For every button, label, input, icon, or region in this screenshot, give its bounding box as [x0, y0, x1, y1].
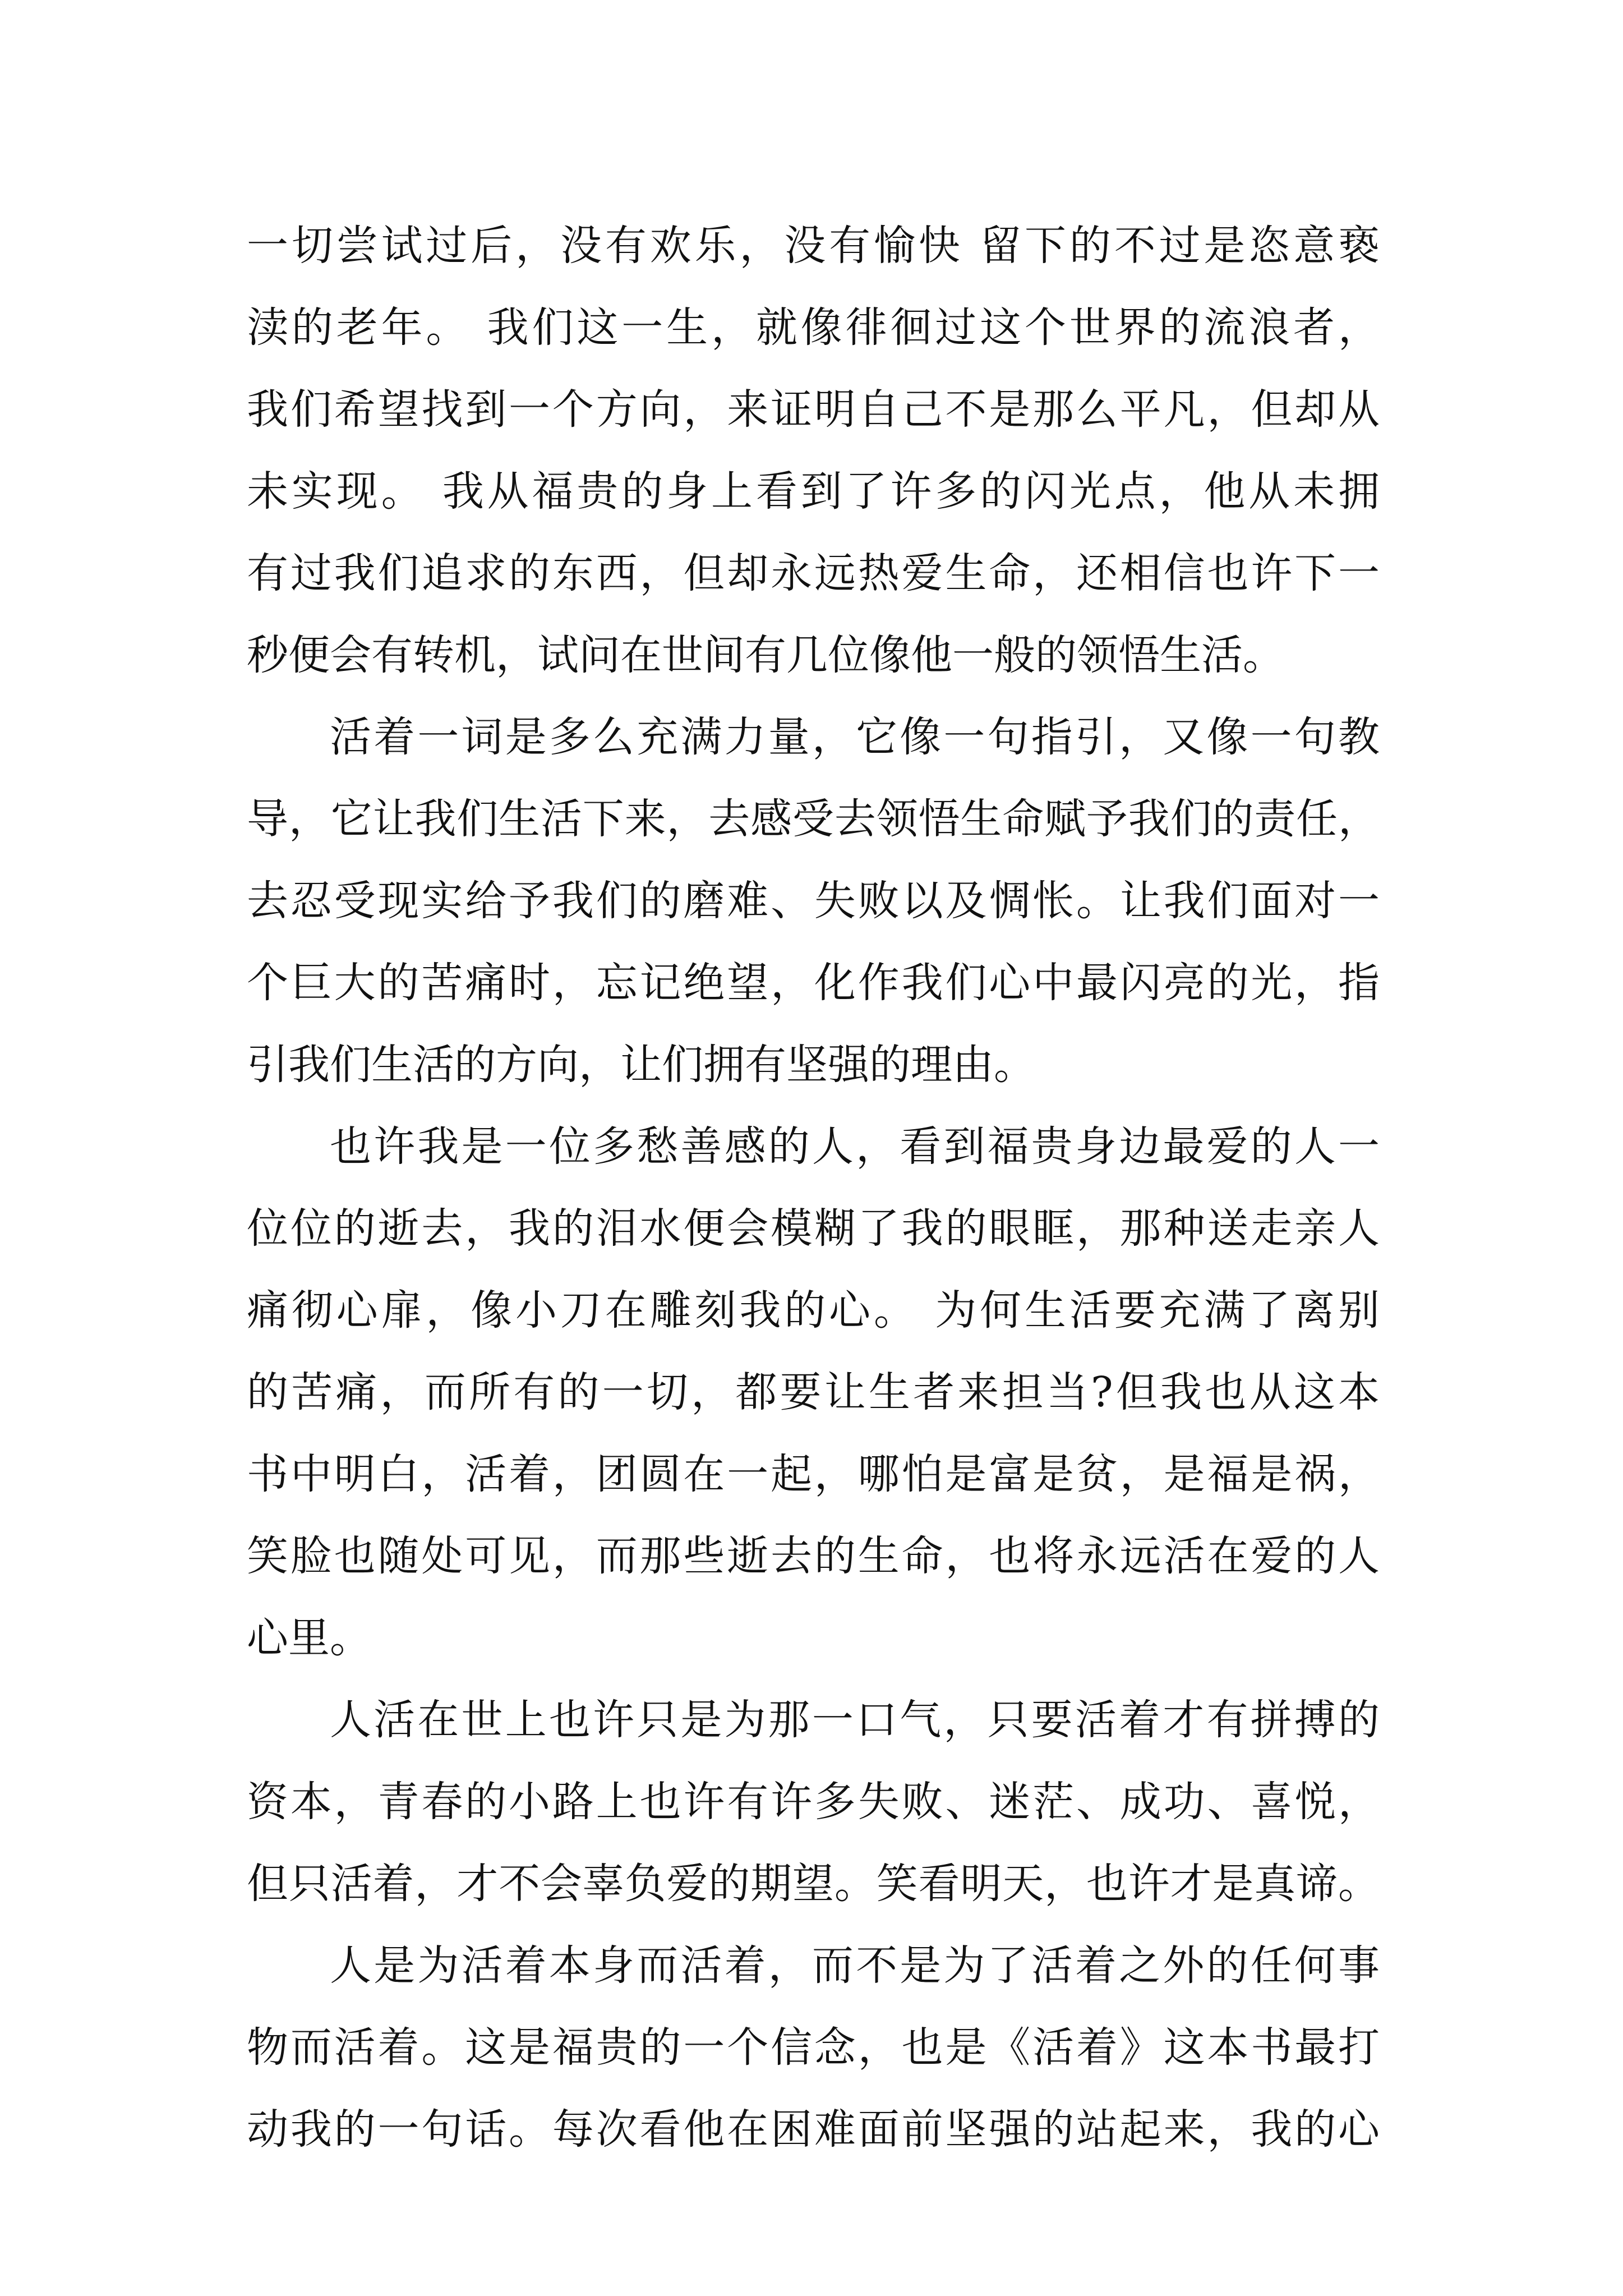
text-line: 物而活着。这是福贵的一个信念，也是《活着》这本书最打 [247, 2023, 1380, 2072]
paragraph-first-line: 人是为活着本身而活着，而不是为了活着之外的任何事 [330, 1941, 1380, 1990]
text-line: 的苦痛，而所有的一切，都要让生者来担当?但我也从这本 [247, 1368, 1380, 1416]
text-line: 笑脸也随处可见，而那些逝去的生命，也将永远活在爱的人 [247, 1532, 1380, 1580]
paragraph-first-line: 人活在世上也许只是为那一口气，只要活着才有拼搏的 [330, 1696, 1380, 1744]
text-line: 动我的一句话。每次看他在困难面前坚强的站起来，我的心 [247, 2105, 1380, 2154]
text-line: 导，它让我们生活下来，去感受去领悟生命赋予我们的责任， [247, 795, 1380, 843]
text-line: 但只活着，才不会辜负爱的期望。笑看明天，也许才是真谛。 [247, 1860, 1380, 1908]
paragraph-first-line: 活着一词是多么充满力量，它像一句指引，又像一句教 [330, 713, 1380, 761]
text-line: 秒便会有转机，试问在世间有几位像他一般的领悟生活。 [247, 631, 1284, 679]
document-body [247, 205, 1380, 2170]
text-line: 有过我们追求的东西，但却永远热爱生命，还相信也许下一 [247, 549, 1380, 597]
text-line: 个巨大的苦痛时，忘记绝望，化作我们心中最闪亮的光，指 [247, 959, 1380, 1007]
text-line: 渎的老年。 我们这一生，就像徘徊过这个世界的流浪者， [247, 303, 1380, 352]
text-line: 一切尝试过后，没有欢乐，没有愉快 留下的不过是恣意亵 [247, 222, 1380, 270]
text-line: 书中明白，活着，团圆在一起，哪怕是富是贫，是福是祸， [247, 1450, 1380, 1498]
text-line: 心里。 [247, 1614, 371, 1662]
text-line: 去忍受现实给予我们的磨难、失败以及惆怅。让我们面对一 [247, 877, 1380, 925]
text-line: 资本，青春的小路上也许有许多失败、迷茫、成功、喜悦， [247, 1778, 1380, 1826]
text-line: 引我们生活的方向，让们拥有坚强的理由。 [247, 1041, 1035, 1089]
paragraph-first-line: 也许我是一位多愁善感的人，看到福贵身边最爱的人一 [330, 1122, 1380, 1171]
text-line: 位位的逝去，我的泪水便会模糊了我的眼眶，那种送走亲人 [247, 1204, 1380, 1253]
text-line: 痛彻心扉，像小刀在雕刻我的心。 为何生活要充满了离别 [247, 1286, 1380, 1335]
text-line: 我们希望找到一个方向，来证明自己不是那么平凡，但却从 [247, 385, 1380, 434]
text-line: 未实现。 我从福贵的身上看到了许多的闪光点，他从未拥 [247, 467, 1380, 516]
